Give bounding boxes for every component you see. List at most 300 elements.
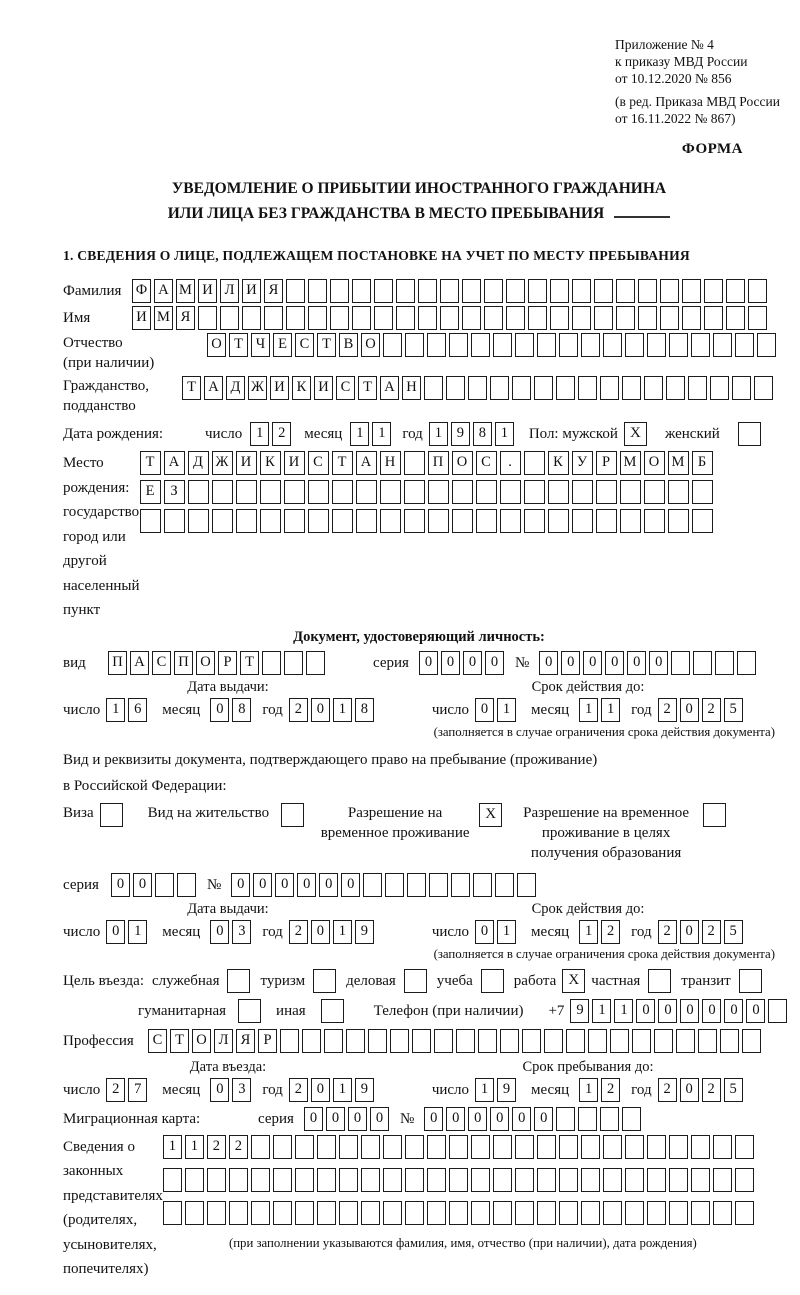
char-cell[interactable] bbox=[493, 1168, 512, 1192]
char-cell[interactable] bbox=[260, 509, 281, 533]
char-cell[interactable] bbox=[308, 509, 329, 533]
char-cell[interactable] bbox=[638, 306, 657, 330]
char-cell[interactable] bbox=[405, 1168, 424, 1192]
char-cell[interactable] bbox=[273, 1168, 292, 1192]
char-cell[interactable]: 0 bbox=[583, 651, 602, 675]
purpose-private-checkbox[interactable] bbox=[648, 969, 671, 993]
char-cell[interactable]: А bbox=[380, 376, 399, 400]
purpose-study-checkbox[interactable] bbox=[481, 969, 504, 993]
char-cell[interactable] bbox=[622, 376, 641, 400]
char-cell[interactable] bbox=[528, 279, 547, 303]
char-cell[interactable]: 0 bbox=[475, 698, 494, 722]
char-cell[interactable] bbox=[693, 651, 712, 675]
char-cell[interactable] bbox=[427, 1135, 446, 1159]
char-cell[interactable]: 0 bbox=[746, 999, 765, 1023]
char-cell[interactable]: 1 bbox=[614, 999, 633, 1023]
char-cell[interactable] bbox=[220, 306, 239, 330]
char-cell[interactable]: С bbox=[152, 651, 171, 675]
char-cell[interactable] bbox=[691, 333, 710, 357]
char-cell[interactable]: О bbox=[644, 451, 665, 475]
char-cell[interactable]: 1 bbox=[495, 422, 514, 446]
char-cell[interactable] bbox=[452, 509, 473, 533]
char-cell[interactable] bbox=[280, 1029, 299, 1053]
char-cell[interactable]: 1 bbox=[592, 999, 611, 1023]
char-cell[interactable]: 0 bbox=[319, 873, 338, 897]
char-cell[interactable]: О bbox=[452, 451, 473, 475]
char-cell[interactable]: 2 bbox=[289, 920, 308, 944]
char-cell[interactable] bbox=[412, 1029, 431, 1053]
char-cell[interactable]: 1 bbox=[497, 698, 516, 722]
char-cell[interactable]: 1 bbox=[106, 698, 125, 722]
char-cell[interactable]: 0 bbox=[468, 1107, 487, 1131]
char-cell[interactable]: 0 bbox=[106, 920, 125, 944]
char-cell[interactable]: 1 bbox=[333, 920, 352, 944]
char-cell[interactable] bbox=[594, 306, 613, 330]
char-cell[interactable] bbox=[295, 1168, 314, 1192]
char-cell[interactable] bbox=[396, 279, 415, 303]
char-cell[interactable] bbox=[742, 1029, 761, 1053]
char-cell[interactable] bbox=[726, 306, 745, 330]
char-cell[interactable] bbox=[572, 509, 593, 533]
char-cell[interactable]: 1 bbox=[429, 422, 448, 446]
char-cell[interactable]: 0 bbox=[724, 999, 743, 1023]
char-cell[interactable] bbox=[434, 1029, 453, 1053]
char-cell[interactable] bbox=[262, 651, 281, 675]
char-cell[interactable] bbox=[581, 1201, 600, 1225]
char-cell[interactable]: Я bbox=[264, 279, 283, 303]
char-cell[interactable]: 0 bbox=[304, 1107, 323, 1131]
char-cell[interactable]: Л bbox=[214, 1029, 233, 1053]
char-cell[interactable] bbox=[495, 873, 514, 897]
char-cell[interactable] bbox=[163, 1168, 182, 1192]
char-cell[interactable] bbox=[625, 1168, 644, 1192]
purpose-tourism-checkbox[interactable] bbox=[313, 969, 336, 993]
char-cell[interactable] bbox=[462, 306, 481, 330]
char-cell[interactable]: 0 bbox=[446, 1107, 465, 1131]
char-cell[interactable]: 2 bbox=[702, 920, 721, 944]
char-cell[interactable] bbox=[383, 1201, 402, 1225]
char-cell[interactable]: 2 bbox=[702, 698, 721, 722]
char-cell[interactable] bbox=[324, 1029, 343, 1053]
char-cell[interactable] bbox=[566, 1029, 585, 1053]
char-cell[interactable] bbox=[704, 306, 723, 330]
char-cell[interactable] bbox=[308, 279, 327, 303]
char-cell[interactable] bbox=[710, 376, 729, 400]
char-cell[interactable] bbox=[330, 306, 349, 330]
char-cell[interactable] bbox=[418, 306, 437, 330]
char-cell[interactable] bbox=[317, 1168, 336, 1192]
char-cell[interactable]: К bbox=[292, 376, 311, 400]
char-cell[interactable] bbox=[668, 509, 689, 533]
char-cell[interactable] bbox=[471, 1168, 490, 1192]
char-cell[interactable] bbox=[713, 1168, 732, 1192]
char-cell[interactable] bbox=[456, 1029, 475, 1053]
char-cell[interactable]: 0 bbox=[702, 999, 721, 1023]
char-cell[interactable]: 0 bbox=[133, 873, 152, 897]
char-cell[interactable] bbox=[515, 1201, 534, 1225]
char-cell[interactable] bbox=[500, 1029, 519, 1053]
residence-permit-checkbox[interactable] bbox=[281, 803, 304, 827]
char-cell[interactable]: 0 bbox=[561, 651, 580, 675]
char-cell[interactable]: 0 bbox=[605, 651, 624, 675]
char-cell[interactable] bbox=[164, 509, 185, 533]
char-cell[interactable]: 9 bbox=[451, 422, 470, 446]
char-cell[interactable] bbox=[515, 333, 534, 357]
char-cell[interactable] bbox=[493, 333, 512, 357]
char-cell[interactable]: М bbox=[620, 451, 641, 475]
char-cell[interactable]: 5 bbox=[724, 1078, 743, 1102]
char-cell[interactable]: 1 bbox=[163, 1135, 182, 1159]
char-cell[interactable]: С bbox=[476, 451, 497, 475]
char-cell[interactable] bbox=[537, 1201, 556, 1225]
char-cell[interactable] bbox=[361, 1135, 380, 1159]
char-cell[interactable] bbox=[449, 1135, 468, 1159]
char-cell[interactable] bbox=[163, 1201, 182, 1225]
char-cell[interactable]: 7 bbox=[128, 1078, 147, 1102]
char-cell[interactable] bbox=[616, 306, 635, 330]
char-cell[interactable]: Е bbox=[140, 480, 161, 504]
char-cell[interactable]: А bbox=[154, 279, 173, 303]
char-cell[interactable]: П bbox=[428, 451, 449, 475]
char-cell[interactable]: И bbox=[242, 279, 261, 303]
char-cell[interactable] bbox=[534, 376, 553, 400]
char-cell[interactable] bbox=[383, 333, 402, 357]
char-cell[interactable] bbox=[713, 333, 732, 357]
char-cell[interactable]: 0 bbox=[534, 1107, 553, 1131]
char-cell[interactable] bbox=[669, 333, 688, 357]
char-cell[interactable] bbox=[185, 1201, 204, 1225]
char-cell[interactable] bbox=[440, 306, 459, 330]
char-cell[interactable] bbox=[295, 1201, 314, 1225]
char-cell[interactable] bbox=[229, 1201, 248, 1225]
char-cell[interactable] bbox=[704, 279, 723, 303]
char-cell[interactable]: 0 bbox=[539, 651, 558, 675]
char-cell[interactable] bbox=[581, 1168, 600, 1192]
char-cell[interactable] bbox=[692, 480, 713, 504]
char-cell[interactable] bbox=[251, 1168, 270, 1192]
char-cell[interactable] bbox=[572, 480, 593, 504]
char-cell[interactable] bbox=[177, 873, 196, 897]
char-cell[interactable] bbox=[428, 480, 449, 504]
char-cell[interactable]: 0 bbox=[275, 873, 294, 897]
char-cell[interactable]: 2 bbox=[658, 698, 677, 722]
char-cell[interactable]: 0 bbox=[680, 1078, 699, 1102]
char-cell[interactable]: 0 bbox=[311, 920, 330, 944]
char-cell[interactable] bbox=[537, 1135, 556, 1159]
char-cell[interactable] bbox=[471, 1135, 490, 1159]
char-cell[interactable] bbox=[537, 1168, 556, 1192]
char-cell[interactable]: 2 bbox=[658, 920, 677, 944]
char-cell[interactable]: Е bbox=[273, 333, 292, 357]
char-cell[interactable] bbox=[732, 376, 751, 400]
char-cell[interactable]: 0 bbox=[297, 873, 316, 897]
purpose-other-checkbox[interactable] bbox=[321, 999, 344, 1023]
char-cell[interactable]: 0 bbox=[680, 698, 699, 722]
char-cell[interactable] bbox=[352, 279, 371, 303]
char-cell[interactable] bbox=[418, 279, 437, 303]
char-cell[interactable]: 0 bbox=[210, 920, 229, 944]
char-cell[interactable]: 0 bbox=[231, 873, 250, 897]
char-cell[interactable] bbox=[427, 1201, 446, 1225]
char-cell[interactable]: 0 bbox=[341, 873, 360, 897]
char-cell[interactable] bbox=[207, 1168, 226, 1192]
char-cell[interactable] bbox=[559, 1135, 578, 1159]
char-cell[interactable]: Я bbox=[176, 306, 195, 330]
char-cell[interactable] bbox=[522, 1029, 541, 1053]
char-cell[interactable] bbox=[339, 1201, 358, 1225]
char-cell[interactable] bbox=[449, 1168, 468, 1192]
char-cell[interactable] bbox=[669, 1201, 688, 1225]
char-cell[interactable]: 0 bbox=[370, 1107, 389, 1131]
char-cell[interactable] bbox=[317, 1135, 336, 1159]
char-cell[interactable] bbox=[236, 509, 257, 533]
char-cell[interactable] bbox=[404, 509, 425, 533]
char-cell[interactable] bbox=[155, 873, 174, 897]
char-cell[interactable] bbox=[720, 1029, 739, 1053]
char-cell[interactable]: 0 bbox=[680, 999, 699, 1023]
char-cell[interactable]: 1 bbox=[333, 1078, 352, 1102]
char-cell[interactable] bbox=[632, 1029, 651, 1053]
char-cell[interactable]: 0 bbox=[111, 873, 130, 897]
char-cell[interactable] bbox=[264, 306, 283, 330]
char-cell[interactable]: 0 bbox=[463, 651, 482, 675]
char-cell[interactable] bbox=[638, 279, 657, 303]
char-cell[interactable] bbox=[676, 1029, 695, 1053]
char-cell[interactable]: Ф bbox=[132, 279, 151, 303]
char-cell[interactable] bbox=[383, 1135, 402, 1159]
char-cell[interactable] bbox=[735, 1201, 754, 1225]
char-cell[interactable]: 0 bbox=[419, 651, 438, 675]
char-cell[interactable]: И bbox=[284, 451, 305, 475]
char-cell[interactable]: 0 bbox=[680, 920, 699, 944]
char-cell[interactable] bbox=[308, 306, 327, 330]
char-cell[interactable] bbox=[735, 1168, 754, 1192]
char-cell[interactable] bbox=[600, 1107, 619, 1131]
char-cell[interactable]: 1 bbox=[185, 1135, 204, 1159]
char-cell[interactable] bbox=[572, 279, 591, 303]
char-cell[interactable] bbox=[572, 306, 591, 330]
char-cell[interactable] bbox=[242, 306, 261, 330]
char-cell[interactable] bbox=[754, 376, 773, 400]
char-cell[interactable]: К bbox=[548, 451, 569, 475]
char-cell[interactable]: Ж bbox=[248, 376, 267, 400]
char-cell[interactable]: 0 bbox=[649, 651, 668, 675]
char-cell[interactable]: В bbox=[339, 333, 358, 357]
char-cell[interactable]: У bbox=[572, 451, 593, 475]
char-cell[interactable]: 0 bbox=[512, 1107, 531, 1131]
char-cell[interactable]: 1 bbox=[497, 920, 516, 944]
char-cell[interactable]: 0 bbox=[326, 1107, 345, 1131]
char-cell[interactable]: Н bbox=[380, 451, 401, 475]
char-cell[interactable] bbox=[588, 1029, 607, 1053]
char-cell[interactable] bbox=[478, 1029, 497, 1053]
char-cell[interactable] bbox=[559, 1168, 578, 1192]
char-cell[interactable] bbox=[768, 999, 787, 1023]
char-cell[interactable]: 0 bbox=[348, 1107, 367, 1131]
char-cell[interactable] bbox=[390, 1029, 409, 1053]
char-cell[interactable] bbox=[559, 333, 578, 357]
char-cell[interactable]: 1 bbox=[475, 1078, 494, 1102]
char-cell[interactable] bbox=[352, 306, 371, 330]
char-cell[interactable] bbox=[295, 1135, 314, 1159]
char-cell[interactable]: Я bbox=[236, 1029, 255, 1053]
char-cell[interactable] bbox=[451, 873, 470, 897]
char-cell[interactable]: 1 bbox=[579, 1078, 598, 1102]
char-cell[interactable] bbox=[647, 1168, 666, 1192]
char-cell[interactable] bbox=[405, 333, 424, 357]
char-cell[interactable] bbox=[691, 1135, 710, 1159]
char-cell[interactable] bbox=[512, 376, 531, 400]
char-cell[interactable] bbox=[330, 279, 349, 303]
char-cell[interactable] bbox=[620, 480, 641, 504]
char-cell[interactable] bbox=[647, 1201, 666, 1225]
char-cell[interactable] bbox=[339, 1168, 358, 1192]
char-cell[interactable] bbox=[616, 279, 635, 303]
char-cell[interactable]: 2 bbox=[289, 1078, 308, 1102]
char-cell[interactable] bbox=[671, 651, 690, 675]
char-cell[interactable] bbox=[185, 1168, 204, 1192]
char-cell[interactable]: 0 bbox=[636, 999, 655, 1023]
char-cell[interactable]: С bbox=[295, 333, 314, 357]
char-cell[interactable] bbox=[660, 279, 679, 303]
char-cell[interactable]: Т bbox=[332, 451, 353, 475]
sex-male-checkbox[interactable]: X bbox=[624, 422, 647, 446]
char-cell[interactable] bbox=[603, 1168, 622, 1192]
char-cell[interactable] bbox=[284, 651, 303, 675]
char-cell[interactable]: 0 bbox=[485, 651, 504, 675]
char-cell[interactable]: 0 bbox=[253, 873, 272, 897]
char-cell[interactable] bbox=[581, 1135, 600, 1159]
char-cell[interactable] bbox=[735, 333, 754, 357]
char-cell[interactable]: 1 bbox=[372, 422, 391, 446]
char-cell[interactable]: И bbox=[132, 306, 151, 330]
char-cell[interactable]: Р bbox=[218, 651, 237, 675]
char-cell[interactable]: С bbox=[148, 1029, 167, 1053]
char-cell[interactable] bbox=[407, 873, 426, 897]
char-cell[interactable]: Ч bbox=[251, 333, 270, 357]
char-cell[interactable] bbox=[346, 1029, 365, 1053]
char-cell[interactable]: М bbox=[154, 306, 173, 330]
char-cell[interactable] bbox=[471, 1201, 490, 1225]
char-cell[interactable]: Т bbox=[317, 333, 336, 357]
char-cell[interactable] bbox=[682, 279, 701, 303]
char-cell[interactable] bbox=[524, 480, 545, 504]
char-cell[interactable]: 8 bbox=[355, 698, 374, 722]
char-cell[interactable] bbox=[356, 509, 377, 533]
char-cell[interactable] bbox=[748, 279, 767, 303]
char-cell[interactable] bbox=[427, 1168, 446, 1192]
char-cell[interactable] bbox=[446, 376, 465, 400]
char-cell[interactable]: А bbox=[164, 451, 185, 475]
char-cell[interactable] bbox=[594, 279, 613, 303]
char-cell[interactable] bbox=[548, 480, 569, 504]
char-cell[interactable] bbox=[188, 509, 209, 533]
char-cell[interactable]: 0 bbox=[210, 698, 229, 722]
char-cell[interactable] bbox=[550, 306, 569, 330]
char-cell[interactable] bbox=[424, 376, 443, 400]
char-cell[interactable] bbox=[528, 306, 547, 330]
char-cell[interactable] bbox=[757, 333, 776, 357]
char-cell[interactable] bbox=[578, 376, 597, 400]
char-cell[interactable] bbox=[427, 333, 446, 357]
char-cell[interactable]: 1 bbox=[579, 698, 598, 722]
char-cell[interactable]: Б bbox=[692, 451, 713, 475]
char-cell[interactable] bbox=[644, 480, 665, 504]
char-cell[interactable]: О bbox=[196, 651, 215, 675]
char-cell[interactable] bbox=[273, 1201, 292, 1225]
char-cell[interactable]: 1 bbox=[579, 920, 598, 944]
char-cell[interactable] bbox=[396, 306, 415, 330]
char-cell[interactable] bbox=[404, 480, 425, 504]
char-cell[interactable] bbox=[610, 1029, 629, 1053]
char-cell[interactable] bbox=[356, 480, 377, 504]
char-cell[interactable] bbox=[476, 480, 497, 504]
char-cell[interactable] bbox=[515, 1168, 534, 1192]
char-cell[interactable] bbox=[600, 376, 619, 400]
temp-residence-education-checkbox[interactable] bbox=[703, 803, 726, 827]
char-cell[interactable] bbox=[449, 333, 468, 357]
char-cell[interactable] bbox=[380, 480, 401, 504]
char-cell[interactable] bbox=[428, 509, 449, 533]
char-cell[interactable] bbox=[578, 1107, 597, 1131]
char-cell[interactable] bbox=[669, 1135, 688, 1159]
char-cell[interactable] bbox=[462, 279, 481, 303]
char-cell[interactable]: 2 bbox=[289, 698, 308, 722]
char-cell[interactable] bbox=[361, 1168, 380, 1192]
char-cell[interactable] bbox=[647, 333, 666, 357]
char-cell[interactable]: А bbox=[130, 651, 149, 675]
char-cell[interactable] bbox=[302, 1029, 321, 1053]
char-cell[interactable] bbox=[473, 873, 492, 897]
char-cell[interactable] bbox=[440, 279, 459, 303]
char-cell[interactable]: 9 bbox=[355, 1078, 374, 1102]
char-cell[interactable]: 9 bbox=[355, 920, 374, 944]
char-cell[interactable] bbox=[374, 306, 393, 330]
char-cell[interactable] bbox=[559, 1201, 578, 1225]
char-cell[interactable]: 5 bbox=[724, 920, 743, 944]
char-cell[interactable] bbox=[490, 376, 509, 400]
char-cell[interactable] bbox=[286, 279, 305, 303]
char-cell[interactable] bbox=[603, 333, 622, 357]
char-cell[interactable] bbox=[669, 1168, 688, 1192]
char-cell[interactable]: О bbox=[207, 333, 226, 357]
char-cell[interactable] bbox=[506, 279, 525, 303]
char-cell[interactable] bbox=[471, 333, 490, 357]
char-cell[interactable]: И bbox=[314, 376, 333, 400]
char-cell[interactable] bbox=[251, 1201, 270, 1225]
char-cell[interactable]: Т bbox=[182, 376, 201, 400]
char-cell[interactable] bbox=[212, 509, 233, 533]
char-cell[interactable] bbox=[284, 480, 305, 504]
char-cell[interactable] bbox=[140, 509, 161, 533]
char-cell[interactable]: Т bbox=[170, 1029, 189, 1053]
char-cell[interactable]: П bbox=[108, 651, 127, 675]
char-cell[interactable]: А bbox=[356, 451, 377, 475]
char-cell[interactable]: Д bbox=[188, 451, 209, 475]
char-cell[interactable]: М bbox=[668, 451, 689, 475]
char-cell[interactable] bbox=[596, 480, 617, 504]
char-cell[interactable] bbox=[537, 333, 556, 357]
char-cell[interactable]: Н bbox=[402, 376, 421, 400]
char-cell[interactable]: 1 bbox=[601, 698, 620, 722]
char-cell[interactable] bbox=[468, 376, 487, 400]
char-cell[interactable] bbox=[647, 1135, 666, 1159]
char-cell[interactable] bbox=[666, 376, 685, 400]
char-cell[interactable] bbox=[332, 480, 353, 504]
char-cell[interactable]: 0 bbox=[627, 651, 646, 675]
purpose-official-checkbox[interactable] bbox=[227, 969, 250, 993]
char-cell[interactable]: Ж bbox=[212, 451, 233, 475]
